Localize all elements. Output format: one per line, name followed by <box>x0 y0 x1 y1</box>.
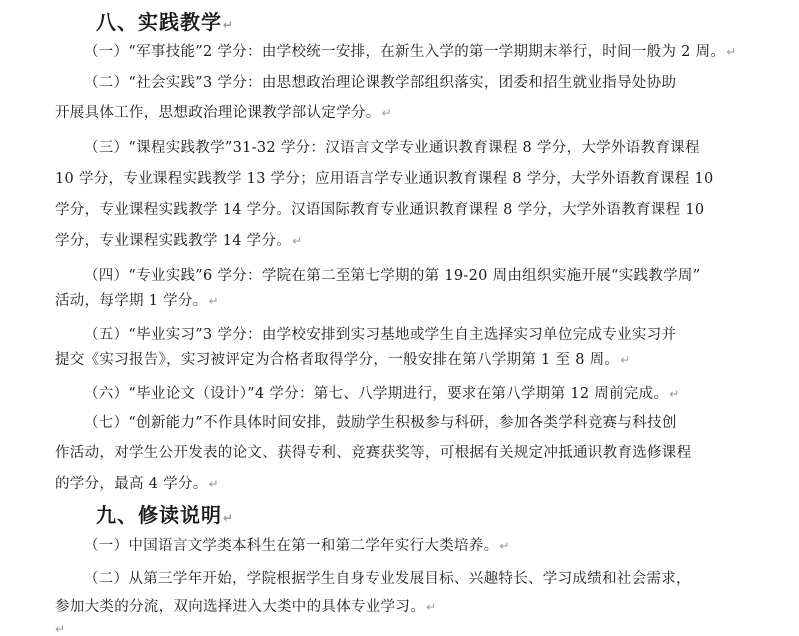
section-heading-study-notes <box>96 502 234 531</box>
paragraph-line <box>55 350 631 370</box>
line-text: 学分，专业课程实践教学 14 学分。汉语国际教育专业通识教育课程 8 学分，大学外语教育课程 10 <box>55 202 705 218</box>
line-text: （一）中国语言文学类本科生在第一和第二学年实行大类培养。 <box>84 538 499 554</box>
paragraph-line <box>84 42 737 62</box>
paragraph-mark: ↵ <box>223 18 235 32</box>
paragraph-mark: ↵ <box>620 353 631 367</box>
line-text: （二）从第三学年开始，学院根据学生自身专业发展目标、兴趣特长、学习成绩和社会需求， <box>84 571 691 587</box>
paragraph-line <box>55 474 219 494</box>
paragraph-mark: ↵ <box>499 539 510 553</box>
paragraph-line <box>55 169 714 189</box>
paragraph-mark: ↵ <box>726 45 737 59</box>
paragraph-mark: ↵ <box>223 511 235 525</box>
paragraph-line <box>84 138 700 158</box>
paragraph-mark: ↵ <box>426 600 437 614</box>
paragraph-line <box>55 200 704 220</box>
paragraph-mark: ↵ <box>669 387 680 401</box>
paragraph-line <box>55 291 219 311</box>
paragraph-line <box>84 536 510 556</box>
paragraph-mark: ↵ <box>208 477 219 491</box>
paragraph-line <box>55 231 302 251</box>
heading-text: 九、修读说明 <box>96 503 222 527</box>
line-text: （一）“军事技能”2 学分：由学校统一安排，在新生入学的第一学期期末举行，时间一般为 2 周。 <box>84 44 726 60</box>
paragraph-line <box>84 569 691 589</box>
paragraph-line <box>55 443 691 463</box>
line-text: 学分，专业课程实践教学 14 学分。 <box>55 233 292 249</box>
line-text: 开展具体工作，思想政治理论课教学部认定学分。 <box>55 105 381 121</box>
paragraph-mark: ↵ <box>292 234 303 248</box>
line-text: 10 学分，专业课程实践教学 13 学分；应用语言学专业通识教育课程 8 学分，大学外语教育课程 10 <box>55 171 714 187</box>
line-text: （二）“社会实践”3 学分：由思想政治理论课教学部组织落实，团委和招生就业指导处协助 <box>84 75 677 91</box>
paragraph-line <box>84 73 676 93</box>
line-text: 作活动，对学生公开发表的论文、获得专利、竞赛获奖等，可根据有关规定冲抵通识教育选修课程 <box>55 445 692 461</box>
paragraph-line <box>84 384 680 404</box>
paragraph-line <box>84 266 700 286</box>
paragraph-line <box>55 597 436 617</box>
paragraph-mark: ↵ <box>208 294 219 308</box>
paragraph-line <box>84 325 676 345</box>
line-text: （三）“课程实践教学”31-32 学分：汉语言文学专业通识教育课程 8 学分，大学外语教育课程 <box>84 140 700 156</box>
line-text: 提交《实习报告》，实习被评定为合格者取得学分，一般安排在第八学期第 1 至 8 周。 <box>55 352 620 368</box>
paragraph-mark: ↵ <box>381 106 392 120</box>
line-text: 的学分，最高 4 学分。 <box>55 476 208 492</box>
section-heading-practice-teaching <box>96 9 234 38</box>
line-text: 参加大类的分流，双向选择进入大类中的具体专业学习。 <box>55 599 425 615</box>
line-text: （六）“毕业论文（设计）”4 学分：第七、八学期进行，要求在第八学期第 12 周前完成。 <box>84 386 669 402</box>
paragraph-line <box>84 413 677 433</box>
line-text: 活动，每学期 1 学分。 <box>55 293 208 309</box>
line-text: （四）“专业实践”6 学分：学院在第二至第七学期的第 19-20 周由组织实施开展“实践教学周” <box>84 268 701 284</box>
line-text: （五）“毕业实习”3 学分：由学校安排到实习基地或学生自主选择实习单位完成专业实习并 <box>84 327 677 343</box>
paragraph-line <box>55 103 392 123</box>
heading-text: 八、实践教学 <box>96 10 222 34</box>
paragraph-mark: ↵ <box>55 622 66 636</box>
line-text: （七）“创新能力”不作具体时间安排，鼓励学生积极参与科研，参加各类学科竞赛与科技创 <box>84 415 677 431</box>
